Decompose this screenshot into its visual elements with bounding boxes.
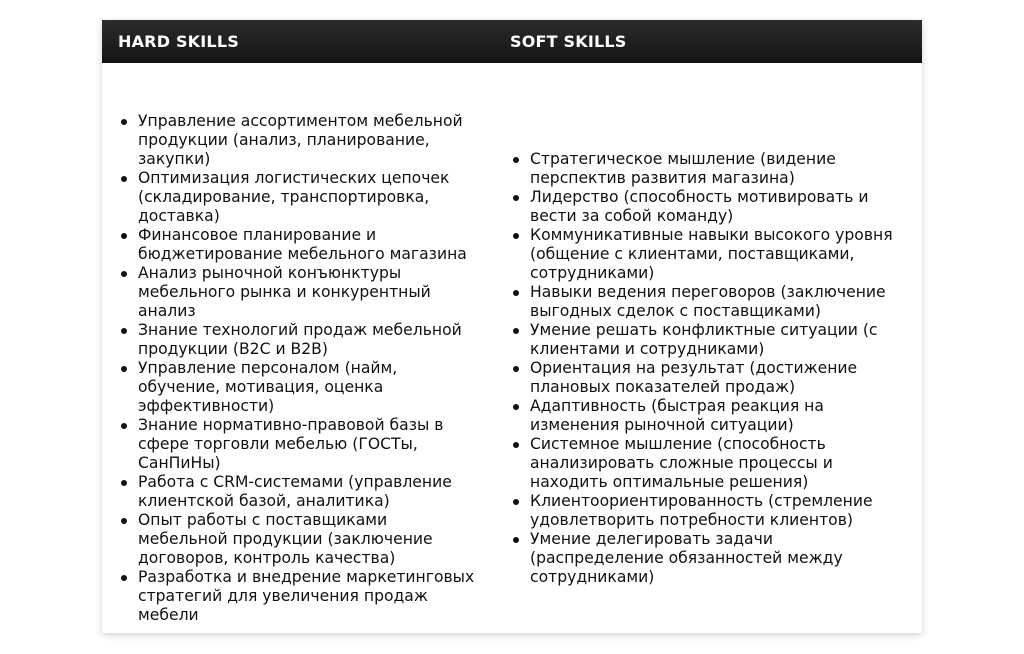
soft-skill-item: Умение решать конфликтные ситуации (с клиентами и сотрудниками) bbox=[510, 321, 910, 359]
soft-skill-item: Навыки ведения переговоров (заключение выгодных сделок с поставщиками) bbox=[510, 283, 910, 321]
soft-skill-item: Умение делегировать задачи (распределение обязанностей между сотрудниками) bbox=[510, 530, 910, 587]
skills-table bbox=[102, 20, 922, 633]
soft-skills-list bbox=[510, 150, 910, 587]
hard-skill-item: Опыт работы с поставщиками мебельной продукции (заключение договоров, контроль качества) bbox=[118, 511, 480, 568]
hard-skill-item: Анализ рыночной конъюнктуры мебельного рынка и конкурентный анализ bbox=[118, 264, 480, 321]
hard-skill-item: Управление ассортиментом мебельной продукции (анализ, планирование, закупки) bbox=[118, 112, 480, 169]
hard-skill-item: Финансовое планирование и бюджетирование мебельного магазина bbox=[118, 226, 480, 264]
soft-skill-item: Лидерство (способность мотивировать и вести за собой команду) bbox=[510, 188, 910, 226]
hard-skill-item: Оптимизация логистических цепочек (складирование, транспортировка, доставка) bbox=[118, 169, 480, 226]
soft-skill-item: Адаптивность (быстрая реакция на изменения рыночной ситуации) bbox=[510, 397, 910, 435]
hard-skill-item: Знание технологий продаж мебельной продукции (B2C и B2B) bbox=[118, 321, 480, 359]
hard-skill-item: Знание нормативно-правовой базы в сфере торговли мебелью (ГОСТы, СанПиНы) bbox=[118, 416, 480, 473]
soft-skills-header: SOFT SKILLS bbox=[510, 32, 627, 51]
soft-skill-item: Клиентоориентированность (стремление удовлетворить потребности клиентов) bbox=[510, 492, 910, 530]
hard-skill-item: Разработка и внедрение маркетинговых стратегий для увеличения продаж мебели bbox=[118, 568, 480, 625]
hard-skill-item: Работа с CRM-системами (управление клиентской базой, аналитика) bbox=[118, 473, 480, 511]
soft-skill-item: Системное мышление (способность анализировать сложные процессы и находить оптимальные решения) bbox=[510, 435, 910, 492]
hard-skills-header: HARD SKILLS bbox=[118, 32, 239, 51]
hard-skills-list bbox=[118, 112, 480, 625]
soft-skill-item: Ориентация на результат (достижение плановых показателей продаж) bbox=[510, 359, 910, 397]
table-header bbox=[102, 20, 922, 63]
soft-skill-item: Коммуникативные навыки высокого уровня (общение с клиентами, поставщиками, сотрудниками) bbox=[510, 226, 910, 283]
table-body bbox=[102, 63, 922, 633]
soft-skill-item: Стратегическое мышление (видение перспектив развития магазина) bbox=[510, 150, 910, 188]
hard-skill-item: Управление персоналом (найм, обучение, мотивация, оценка эффективности) bbox=[118, 359, 480, 416]
